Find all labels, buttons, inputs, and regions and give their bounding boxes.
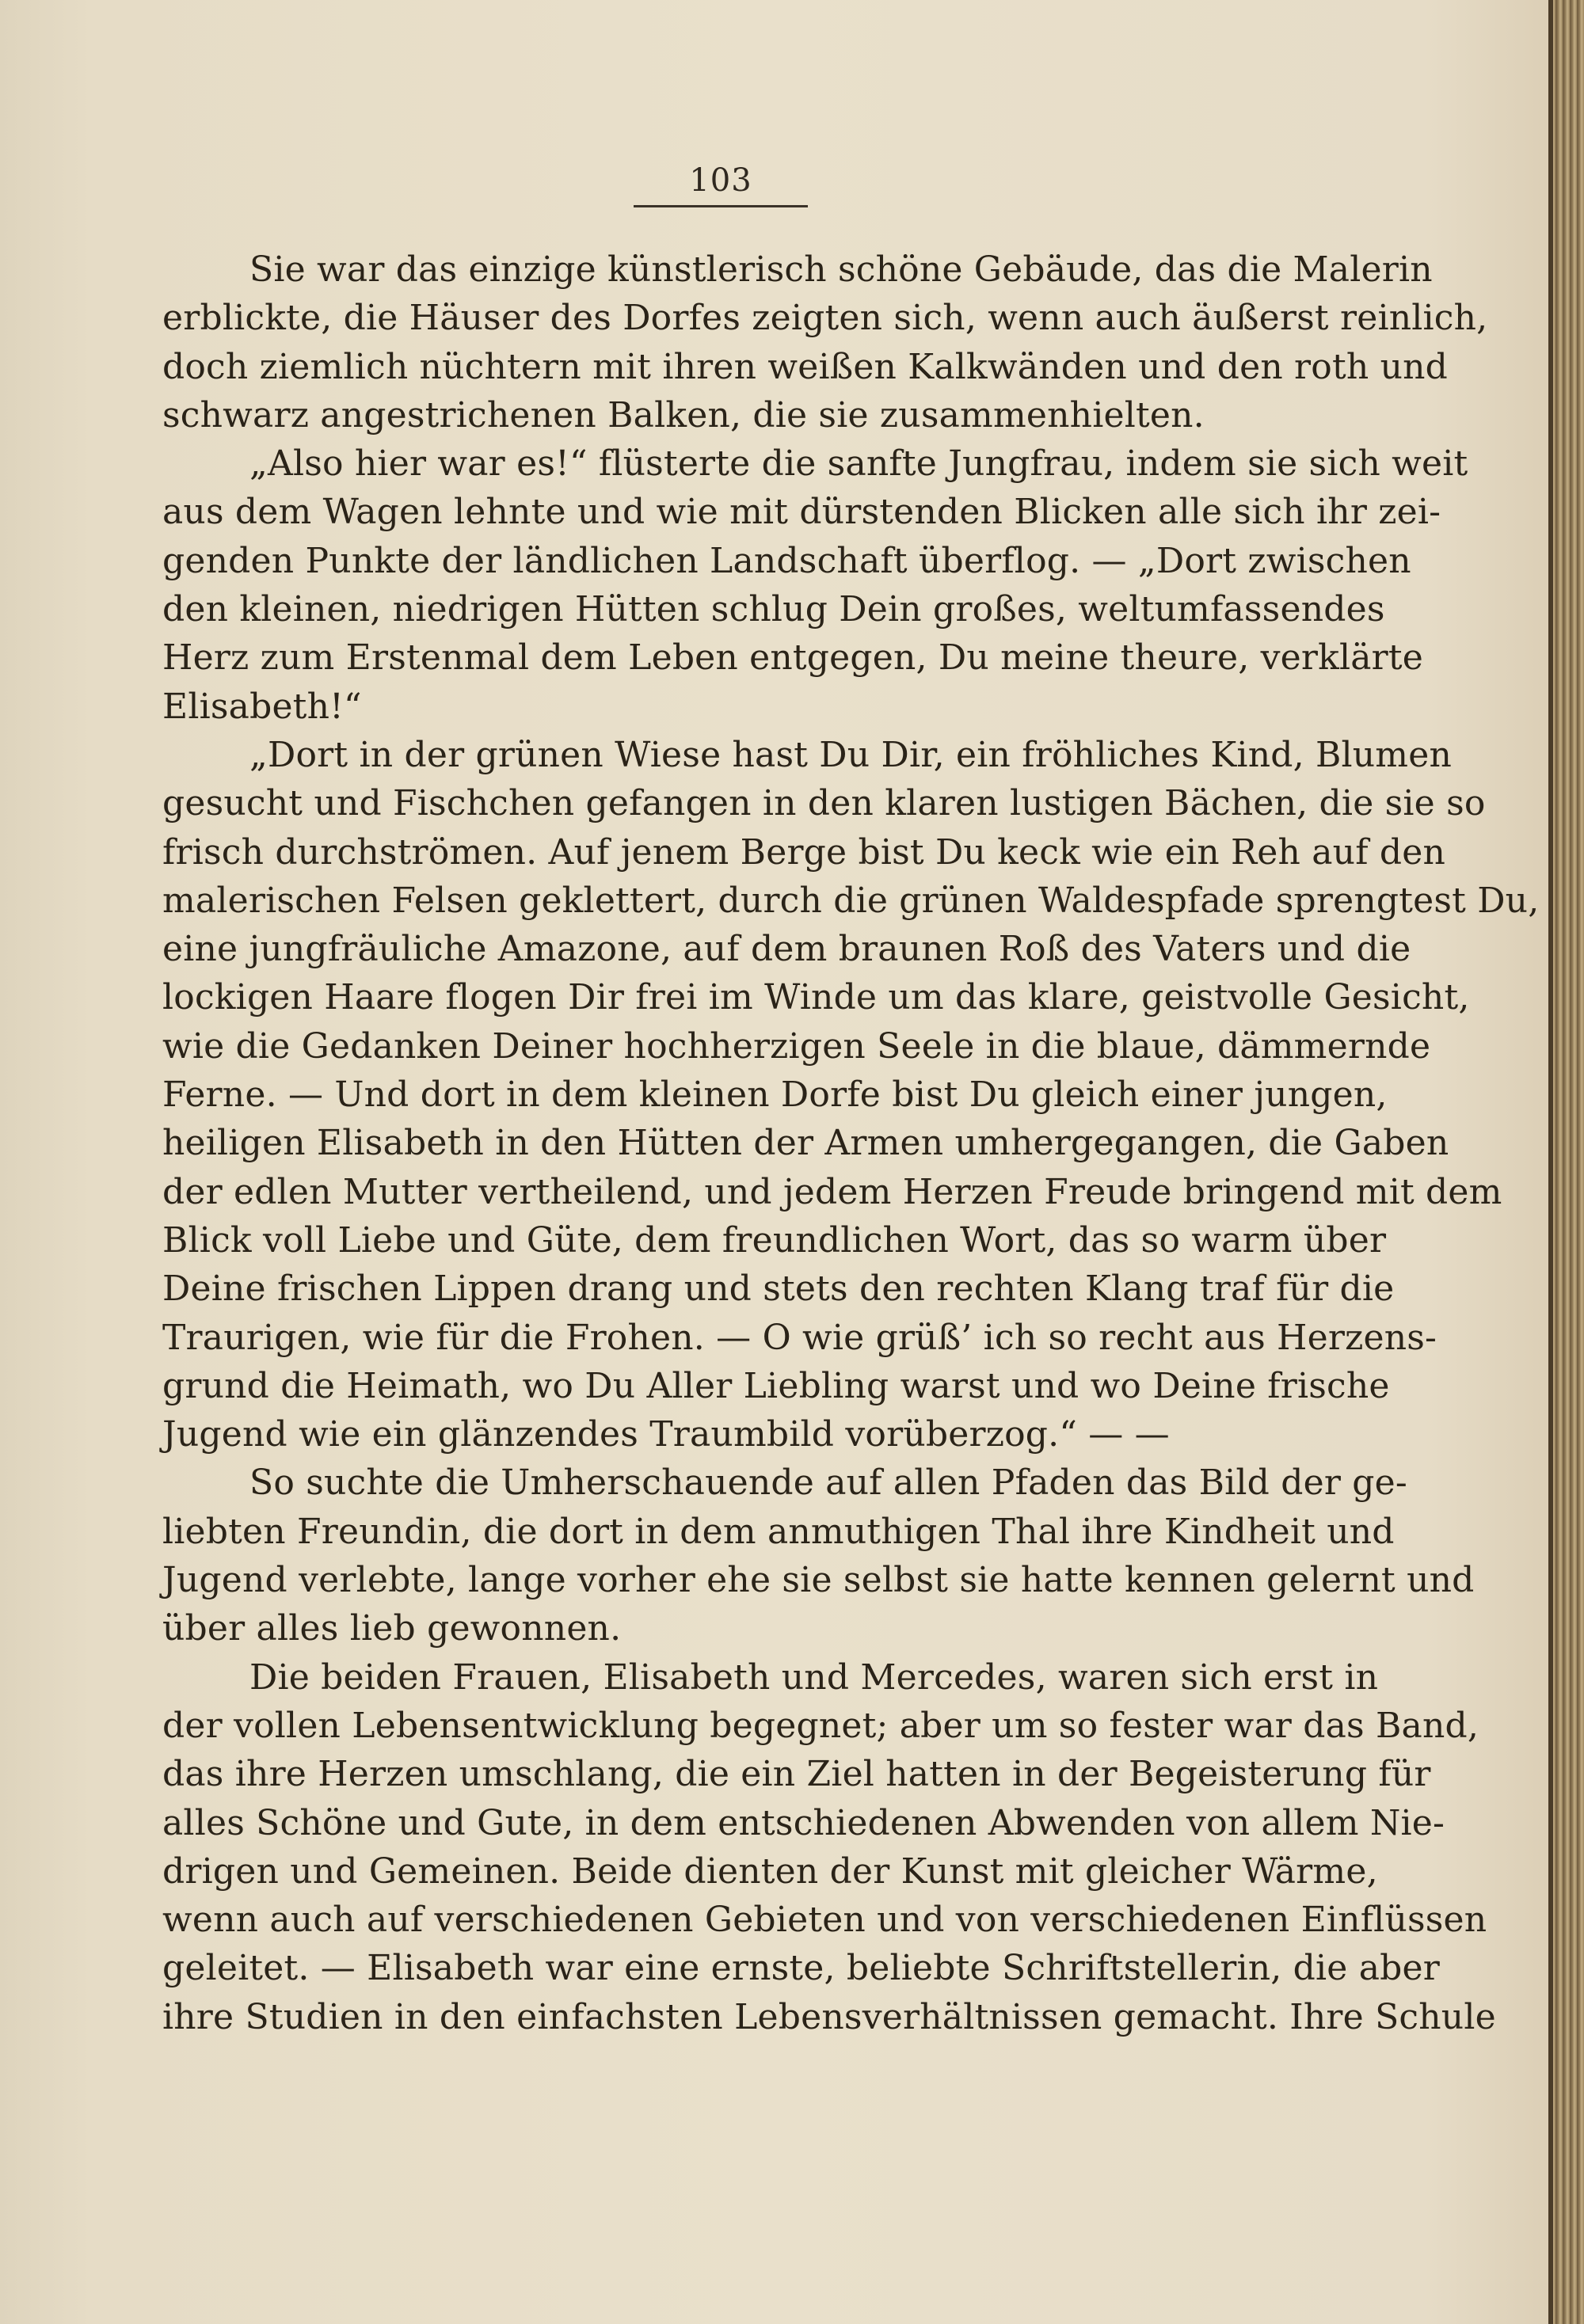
text-line: So suchte die Umherschauende auf allen Pfaden das Bild der ge- bbox=[249, 1462, 1407, 1504]
text-line: alles Schöne und Gute, in dem entschiedenen Abwenden von allem Nie- bbox=[162, 1802, 1445, 1843]
text-line: drigen und Gemeinen. Beide dienten der Kunst mit gleicher Wärme, bbox=[162, 1850, 1378, 1892]
text-line: Elisabeth!“ bbox=[162, 686, 362, 727]
text-line: über alles lieb gewonnen. bbox=[162, 1608, 622, 1649]
text-line: Ferne. — Und dort in dem kleinen Dorfe bist Du gleich einer jungen, bbox=[162, 1075, 1388, 1116]
text-line: „Also hier war es!“ flüsterte die sanfte Jungfrau, indem sie sich weit bbox=[249, 443, 1468, 485]
text-line: geleitet. — Elisabeth war eine ernste, beliebte Schriftstellerin, die aber bbox=[162, 1948, 1441, 1989]
text-line: Traurigen, wie für die Frohen. — O wie grüß’ ich so recht aus Herzens- bbox=[162, 1317, 1437, 1358]
book-fore-edge bbox=[1548, 0, 1584, 2324]
text-line: wenn auch auf verschiedenen Gebieten und von verschiedenen Einflüssen bbox=[162, 1900, 1487, 1941]
text-line: heiligen Elisabeth in den Hütten der Armen umhergegangen, die Gaben bbox=[162, 1123, 1449, 1164]
text-line: genden Punkte der ländlichen Landschaft überflog. — „Dort zwischen bbox=[162, 540, 1411, 581]
text-line: Sie war das einzige künstlerisch schöne Gebäude, das die Malerin bbox=[249, 249, 1433, 290]
text-line: Deine frischen Lippen drang und stets den rechten Klang traf für die bbox=[162, 1269, 1395, 1310]
text-line: der vollen Lebensentwicklung begegnet; aber um so fester war das Band, bbox=[162, 1705, 1479, 1746]
text-line: frisch durchströmen. Auf jenem Berge bist Du keck wie ein Reh auf den bbox=[162, 831, 1446, 873]
text-line: den kleinen, niedrigen Hütten schlug Dein großes, weltumfassendes bbox=[162, 589, 1385, 630]
text-line: Die beiden Frauen, Elisabeth und Mercedes, waren sich erst in bbox=[249, 1656, 1379, 1698]
text-line: eine jungfräuliche Amazone, auf dem braunen Roß des Vaters und die bbox=[162, 929, 1411, 970]
text-line: erblickte, die Häuser des Dorfes zeigten sich, wenn auch äußerst reinlich, bbox=[162, 298, 1488, 339]
body-text bbox=[162, 245, 1540, 2041]
text-line: grund die Heimath, wo Du Aller Liebling warst und wo Deine frische bbox=[162, 1365, 1390, 1406]
text-line: Herz zum Erstenmal dem Leben entgegen, Du meine theure, verklärte bbox=[162, 637, 1424, 679]
page-number: 103 bbox=[689, 162, 752, 199]
text-line: „Dort in der grünen Wiese hast Du Dir, ein fröhliches Kind, Blumen bbox=[249, 734, 1453, 775]
text-line: lockigen Haare flogen Dir frei im Winde um das klare, geistvolle Gesicht, bbox=[162, 977, 1470, 1018]
text-line: wie die Gedanken Deiner hochherzigen Seele in die blaue, dämmernde bbox=[162, 1025, 1431, 1067]
text-line: malerischen Felsen geklettert, durch die grünen Waldespfade sprengtest Du, bbox=[162, 880, 1540, 921]
text-line: ihre Studien in den einfachsten Lebensverhältnissen gemacht. Ihre Schule bbox=[162, 1996, 1496, 2037]
text-line: gesucht und Fischchen gefangen in den klaren lustigen Bächen, die sie so bbox=[162, 783, 1486, 824]
text-line: liebten Freundin, die dort in dem anmuthigen Thal ihre Kindheit und bbox=[162, 1511, 1395, 1552]
text-line: aus dem Wagen lehnte und wie mit dürstenden Blicken alle sich ihr zei- bbox=[162, 492, 1441, 533]
text-line: das ihre Herzen umschlang, die ein Ziel hatten in der Begeisterung für bbox=[162, 1754, 1431, 1795]
text-line: Blick voll Liebe und Güte, dem freundlichen Wort, das so warm über bbox=[162, 1219, 1387, 1261]
text-line: schwarz angestrichenen Balken, die sie zusammenhielten. bbox=[162, 394, 1205, 436]
header-rule bbox=[634, 205, 808, 207]
text-line: doch ziemlich nüchtern mit ihren weißen Kalkwänden und den roth und bbox=[162, 346, 1449, 387]
text-line: der edlen Mutter vertheilend, und jedem Herzen Freude bringend mit dem bbox=[162, 1171, 1502, 1212]
text-line: Jugend verlebte, lange vorher ehe sie selbst sie hatte kennen gelernt und bbox=[162, 1560, 1475, 1601]
text-line: Jugend wie ein glänzendes Traumbild vorüberzog.“ — — bbox=[162, 1414, 1170, 1455]
